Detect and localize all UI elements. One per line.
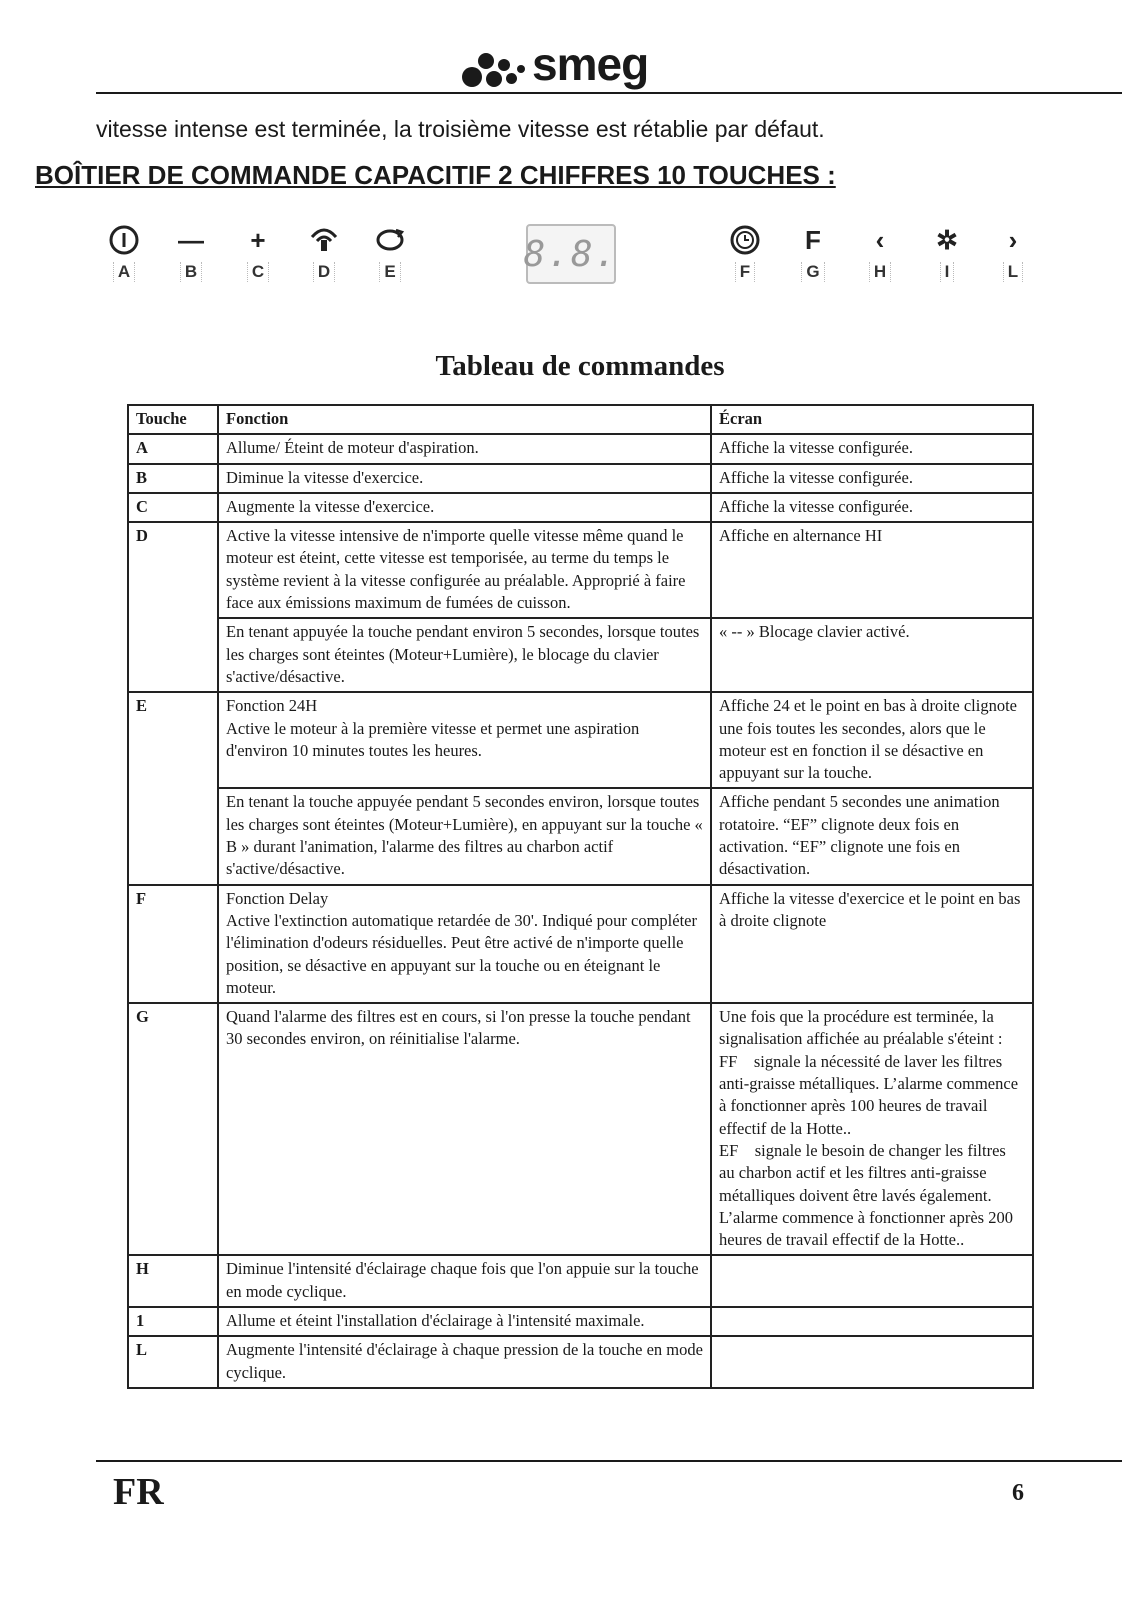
table-row: F Fonction Delay Active l'extinction automatique retardée de 30'. Indiqué pour compléter l'élimination d'odeurs résiduelles. Peut être activé de n'importe quelle position, se désactive en appuyant sur la touche ou en éteignant le moteur. Affiche la vitesse d'exercice et le point en bas à droite clignote [128, 885, 1033, 1003]
commands-table [127, 404, 1034, 1389]
header-ecran: Écran [711, 405, 1033, 434]
power-icon [102, 220, 146, 260]
table-row: G Quand l'alarme des filtres est en cours, si l'on presse la touche pendant 30 secondes environ, on réinitialise l'alarme. Une fois que la procédure est terminée, la signalisation affichée au préalable s'éteint : FF signale la nécessité de laver les filtres anti-graisse métalliques. L’alarme commence à fonctionner après 100 heures de travail effectif de la Hotte.. EF signale le besoin de changer les filtres au charbon actif et les filtres anti-graisse métalliques doivent être lavés également. L’alarme commence à fonctionner après 200 heures de travail effectif de la Hotte.. [128, 1003, 1033, 1255]
key-g: F G [791, 220, 835, 282]
language-code: FR [113, 1471, 164, 1513]
brand-name: smeg [532, 38, 649, 90]
table-row: En tenant la touche appuyée pendant 5 secondes environ, lorsque toutes les charges sont éteintes (Moteur+Lumière), en appuyant sur la touche « B » durant l'animation, l'alarme des filtres au charbon actif s'active/désactive. Affiche pendant 5 secondes une animation rotatoire. “EF” clignote deux fois en activation. “EF” clignote une fois en désactivation. [128, 788, 1033, 884]
minus-icon: — [178, 224, 204, 255]
table-header-row [128, 405, 1033, 434]
table-row: C Augmente la vitesse d'exercice. Affiche la vitesse configurée. [128, 493, 1033, 522]
two-digit-display: 8.8. [526, 224, 616, 284]
table-row: D Active la vitesse intensive de n'importe quelle vitesse même quand le moteur est éteint, cette vitesse est temporisée, au terme du temps le système revient à la vitesse configurée au préalable. Approprié à faire face aux émissions maximum de fumées de cuisson. Affiche en alternance HI [128, 522, 1033, 618]
header-rule [96, 92, 1122, 94]
light-icon: ✲ [936, 224, 958, 255]
page-number: 6 [1012, 1480, 1024, 1506]
table-row: L Augmente l'intensité d'éclairage à chaque pression de la touche en mode cyclique. [128, 1336, 1033, 1388]
boost-icon [302, 220, 346, 260]
table-row: En tenant appuyée la touche pendant environ 5 secondes, lorsque toutes les charges sont éteintes (Moteur+Lumière), le blocage du clavier s'active/désactive. « -- » Blocage clavier activé. [128, 618, 1033, 692]
table-row: E Fonction 24H Active le moteur à la première vitesse et permet une aspiration d'environ 10 minutes toutes les heures. Affiche 24 et le point en bas à droite clignote une fois toutes les secondes, alors que le moteur est en fonction il se désactive en appuyant sur la touche. [128, 692, 1033, 788]
intro-text: vitesse intense est terminée, la troisième vitesse est rétablie par défaut. [96, 116, 825, 142]
key-i: ✲ I [925, 220, 969, 282]
cycle-icon [368, 220, 412, 260]
key-b: — B [169, 220, 213, 282]
footer-rule [96, 1460, 1122, 1462]
table-row: H Diminue l'intensité d'éclairage chaque fois que l'on appuie sur la touche en mode cyclique. [128, 1255, 1033, 1307]
key-d: D [302, 220, 346, 282]
logo-dots-icon [462, 45, 532, 91]
plus-icon: + [250, 224, 266, 255]
header-touche: Touche [128, 405, 218, 434]
key-c: + C [236, 220, 280, 282]
header-fonction: Fonction [218, 405, 711, 434]
table-title: Tableau de commandes [435, 350, 725, 382]
key-a: A [102, 220, 146, 282]
key-h: ‹ H [858, 220, 902, 282]
filter-icon: F [805, 224, 821, 255]
right-arrow-icon: › [1008, 224, 1018, 255]
key-l: › L [991, 220, 1035, 282]
left-arrow-icon: ‹ [875, 224, 885, 255]
section-heading: BOÎTIER DE COMMANDE CAPACITIF 2 CHIFFRES 10 TOUCHES : [35, 160, 836, 190]
control-panel-diagram [0, 220, 1132, 310]
timer-icon [723, 220, 767, 260]
table-row: 1 Allume et éteint l'installation d'éclairage à l'intensité maximale. [128, 1307, 1033, 1336]
key-e: E [368, 220, 412, 282]
table-row: B Diminue la vitesse d'exercice. Affiche la vitesse configurée. [128, 464, 1033, 493]
key-f: F [723, 220, 767, 282]
brand-logo [462, 38, 649, 92]
table-row: A Allume/ Éteint de moteur d'aspiration. Affiche la vitesse configurée. [128, 434, 1033, 463]
